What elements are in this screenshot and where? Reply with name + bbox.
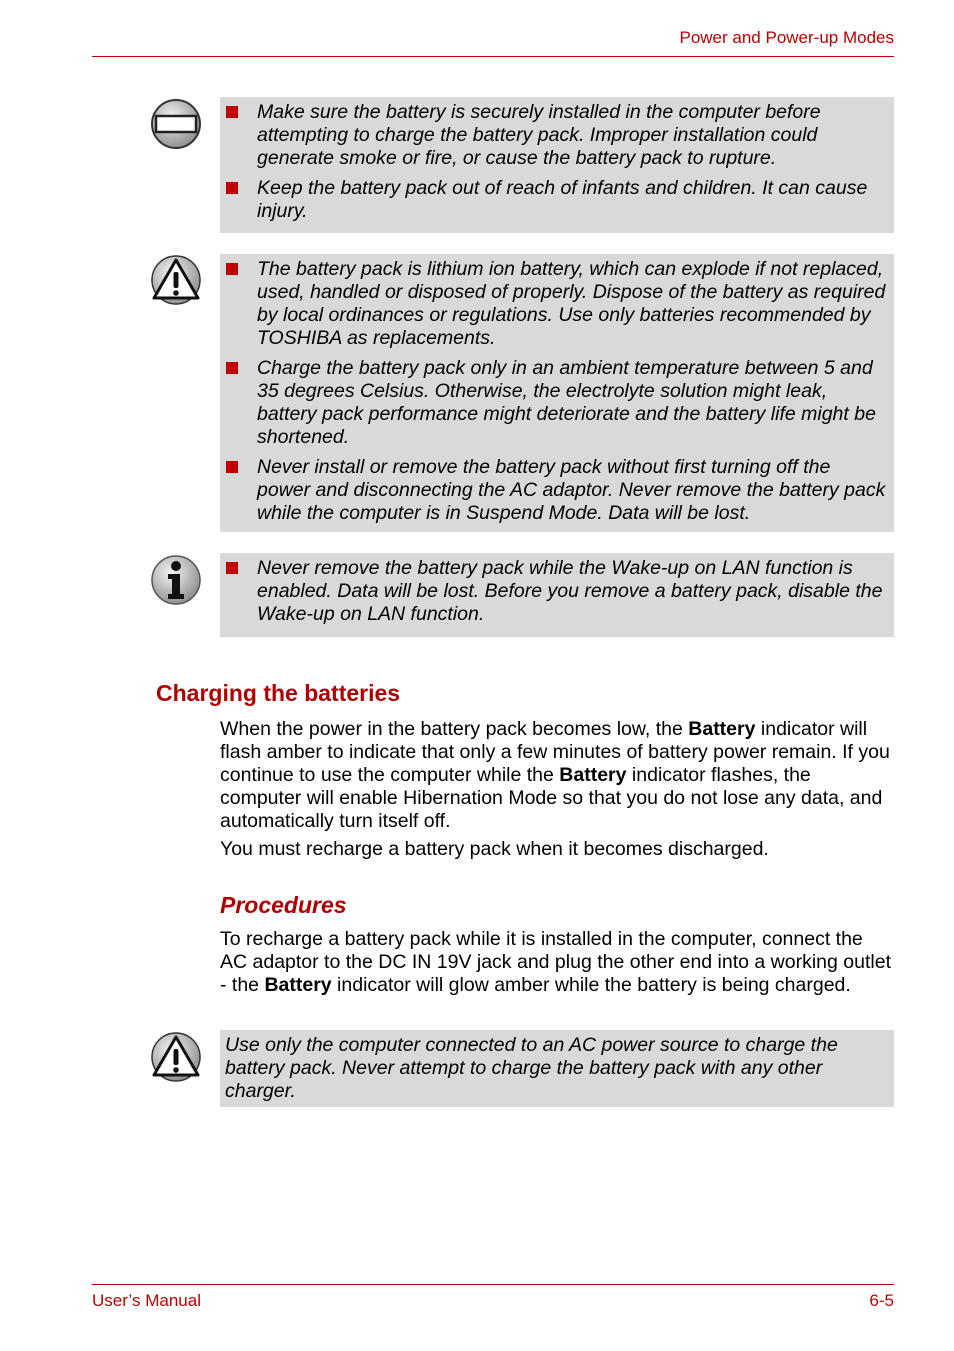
list-item: Keep the battery pack out of reach of infants and children. It can cause injury.: [226, 177, 886, 223]
info-note-wake-on-lan: [220, 553, 894, 637]
caution-note-installation: [220, 97, 894, 233]
no-entry-icon: [150, 98, 202, 150]
bullet-icon: [226, 461, 238, 473]
header-rule: [92, 56, 894, 57]
list-item: Make sure the battery is securely installed in the computer before attempting to charge the battery pack. Improper installation could generate smoke or fire, or cause the battery pack to rupture.: [226, 101, 886, 170]
paragraph-battery-low: When the power in the battery pack becomes low, the Battery indicator will flash amber to indicate that only a few minutes of battery power remain. If you continue to use the computer while the Battery indicator flashes, the computer will enable Hibernation Mode so that you do not lose any data, and automatically turn itself off.: [220, 718, 890, 832]
bullet-icon: [226, 106, 238, 118]
warning-icon: [150, 254, 202, 306]
list-item: Never install or remove the battery pack without first turning off the power and disconnecting the AC adaptor. Never remove the battery pack while the computer is in Suspend Mode. Data will be lost.: [226, 456, 886, 525]
warning-note-charger: Use only the computer connected to an AC power source to charge the battery pack. Never attempt to charge the battery pack with any other charger.: [220, 1030, 894, 1107]
running-header: Power and Power-up Modes: [679, 28, 894, 47]
footer-rule: [92, 1284, 894, 1285]
subsection-heading: Procedures: [220, 892, 347, 918]
list-item: The battery pack is lithium ion battery, which can explode if not replaced, used, handled or disposed of properly. Dispose of the battery as required by local ordinances or regulations. Use only batteries recommended by TOSHIBA as replacements.: [226, 258, 886, 350]
paragraph-procedure: To recharge a battery pack while it is installed in the computer, connect the AC adaptor to the DC IN 19V jack and plug the other end into a working outlet - the Battery indicator will glow amber while the battery is being charged.: [220, 928, 891, 996]
list-item: Never remove the battery pack while the Wake-up on LAN function is enabled. Data will be lost. Before you remove a battery pack, disable the Wake-up on LAN function.: [226, 557, 886, 626]
bullet-icon: [226, 562, 238, 574]
list-item: Charge the battery pack only in an ambient temperature between 5 and 35 degrees Celsius. Otherwise, the electrolyte solution might leak, battery pack performance might deteriorate and the battery life might be shortened.: [226, 357, 886, 449]
page-number: 6-5: [869, 1291, 894, 1310]
footer-manual-title: User’s Manual: [92, 1291, 201, 1310]
info-icon: [150, 554, 202, 606]
section-heading: Charging the batteries: [156, 680, 401, 706]
bullet-icon: [226, 362, 238, 374]
warning-note-battery: [220, 254, 894, 532]
paragraph-recharge: You must recharge a battery pack when it becomes discharged.: [220, 838, 769, 860]
warning-icon: [150, 1031, 202, 1083]
bullet-icon: [226, 182, 238, 194]
bullet-icon: [226, 263, 238, 275]
